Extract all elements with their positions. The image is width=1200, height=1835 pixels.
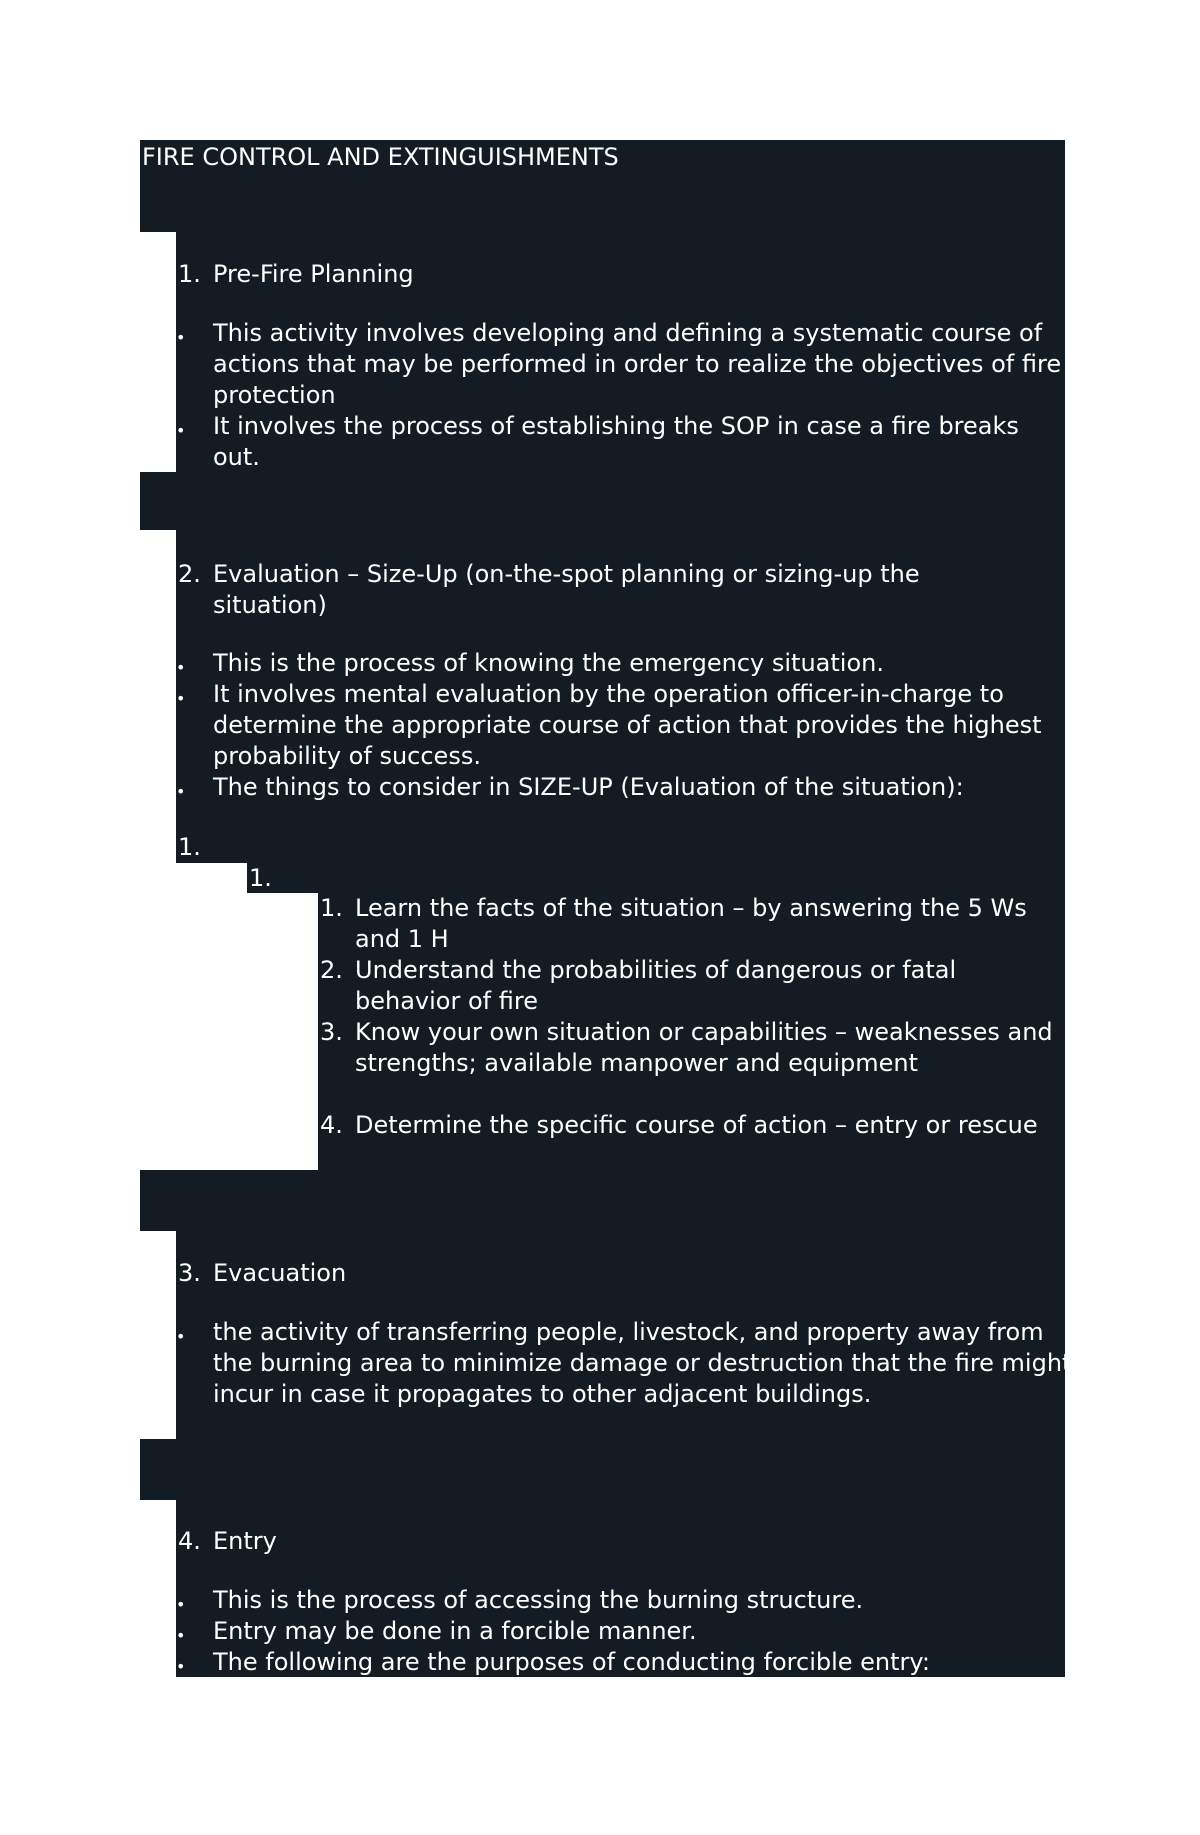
- nested-level-2-band: [247, 863, 1065, 893]
- section-number: 4.: [178, 1527, 201, 1555]
- bullet-icon: •: [176, 328, 186, 347]
- spacer-band-3: [140, 1439, 1065, 1500]
- nested-list-marker: 1.: [249, 864, 272, 892]
- section-heading: Pre-Fire Planning: [213, 260, 414, 288]
- spacer-band-1: [140, 472, 1065, 530]
- bullet-icon: •: [176, 689, 186, 708]
- section-heading: Evaluation – Size-Up (on-the-spot planning or sizing-up the situation): [213, 560, 920, 619]
- section-number: 3.: [178, 1259, 201, 1287]
- bullet-text: the activity of transferring people, livestock, and property away from the burning area to minimize damage or destruction that the fire might incur in case it propagates to other adjacent buildings.: [213, 1318, 1072, 1408]
- bullet-text: It involves the process of establishing the SOP in case a fire breaks out.: [213, 412, 1019, 471]
- sub-item-number: 1.: [320, 894, 343, 922]
- bullet-icon: •: [176, 1595, 186, 1614]
- bullet-icon: •: [176, 421, 186, 440]
- bullet-icon: •: [176, 658, 186, 677]
- section-number: 1.: [178, 260, 201, 288]
- bullet-text: Entry may be done in a forcible manner.: [213, 1617, 697, 1645]
- nested-list-marker: 1.: [178, 833, 201, 861]
- section-heading: Evacuation: [213, 1259, 347, 1287]
- bullet-text: This is the process of knowing the emergency situation.: [213, 649, 884, 677]
- section-heading: Entry: [213, 1527, 277, 1555]
- document-title: FIRE CONTROL AND EXTINGUISHMENTS: [142, 143, 619, 171]
- bullet-icon: •: [176, 1327, 186, 1346]
- sub-item-number: 3.: [320, 1018, 343, 1046]
- section-number: 2.: [178, 560, 201, 588]
- spacer-band-2: [140, 1170, 1065, 1231]
- bullet-text: This activity involves developing and defining a systematic course of actions that may be performed in order to realize the objectives of fire protection: [213, 319, 1062, 409]
- sub-item-text: Understand the probabilities of dangerous or fatal behavior of fire: [355, 956, 957, 1015]
- bullet-icon: •: [176, 1657, 186, 1676]
- sub-item-number: 2.: [320, 956, 343, 984]
- sub-item-number: 4.: [320, 1111, 343, 1139]
- bullet-text: This is the process of accessing the burning structure.: [213, 1586, 864, 1614]
- bullet-icon: •: [176, 782, 186, 801]
- bullet-icon: •: [176, 1626, 186, 1645]
- sub-item-text: Determine the specific course of action – entry or rescue: [355, 1111, 1038, 1139]
- bullet-text: It involves mental evaluation by the operation officer-in-charge to determine the appropriate course of action that provides the highest probability of success.: [213, 680, 1042, 770]
- sub-item-text: Learn the facts of the situation – by answering the 5 Ws and 1 H: [355, 894, 1027, 953]
- sub-item-text: Know your own situation or capabilities – weaknesses and strengths; available manpower and equipment: [355, 1018, 1053, 1077]
- bullet-text: The things to consider in SIZE-UP (Evaluation of the situation):: [213, 773, 964, 801]
- bullet-text: The following are the purposes of conducting forcible entry:: [213, 1648, 930, 1676]
